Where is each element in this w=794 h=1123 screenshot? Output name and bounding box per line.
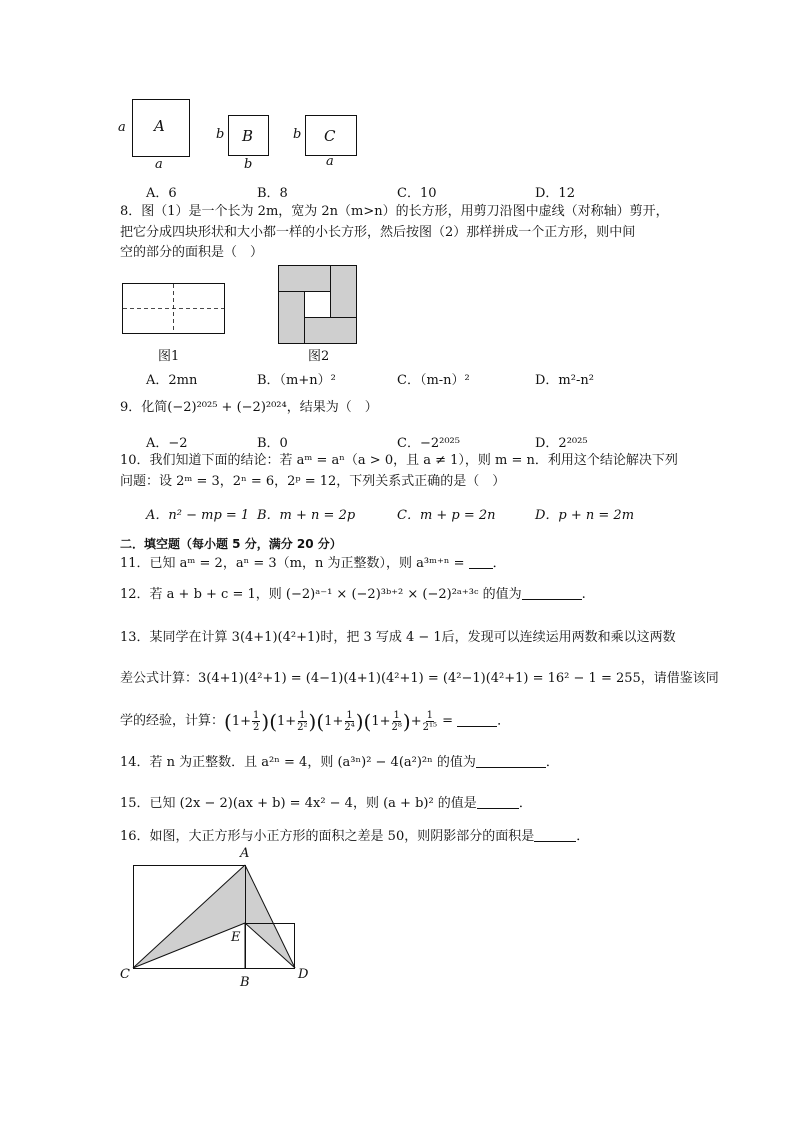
sq-a-label: A (154, 117, 165, 135)
q9-option-a: A．−2 (146, 436, 188, 451)
q7-option-c: C．10 (397, 186, 437, 201)
q13-line3-suffix: = (438, 713, 458, 729)
q16-point-d: D (298, 967, 309, 982)
q16-point-a: A (240, 846, 250, 861)
q14-answer-blank[interactable] (476, 755, 546, 768)
q16-text: 16．如图，大正方形与小正方形的面积之差是 50，则阴影部分的面积是 (120, 829, 535, 844)
q8-option-a: A．2mn (146, 373, 198, 388)
q12-text: 12．若 a + b + c = 1，则 (−2)ᵃ⁻¹ × (−2)³ᵇ⁺² × (−2)²ᵃ⁺³ᶜ 的值为 (120, 587, 522, 602)
q16-answer-blank[interactable] (534, 829, 576, 842)
sq-b-label: B (242, 127, 254, 145)
q9-option-c: C．−2²⁰²⁵ (397, 436, 460, 451)
q11-answer-blank[interactable] (469, 556, 493, 569)
q16-point-c: C (120, 967, 130, 982)
q13-line1: 13．某同学在计算 3(4+1)(4²+1)时，把 3 写成 4 − 1后，发现可以连续运用两数和乘以这两数 (120, 630, 676, 645)
q10-option-a: A．n² − mp = 1 (146, 508, 250, 523)
q11: 11．已知 aᵐ = 2，aⁿ = 3（m，n 为正整数），则 a³ᵐ⁺ⁿ = ． (120, 556, 506, 571)
q10-option-c: C．m + p = 2n (397, 508, 496, 523)
q8-option-d: D．m²-n² (535, 373, 594, 388)
q12: 12．若 a + b + c = 1，则 (−2)ᵃ⁻¹ × (−2)³ᵇ⁺² × (−2)²ᵃ⁺³ᶜ 的值为 . (120, 587, 586, 602)
q8-option-b: B．（m+n）² (257, 373, 336, 388)
q16: 16．如图，大正方形与小正方形的面积之差是 50，则阴影部分的面积是 ． (120, 829, 590, 844)
q8-line3: 空的部分的面积是（ ） (120, 245, 264, 260)
q7-option-b: B．8 (257, 186, 288, 201)
q14-text: 14．若 n 为正整数．且 a²ⁿ = 4，则 (a³ⁿ)² − 4(a²)²ⁿ 的值为 (120, 755, 476, 770)
q8-option-c: C．（m-n）² (397, 373, 470, 388)
q10-option-d: D．p + n = 2m (535, 508, 635, 523)
sq-b-side-label: b (216, 127, 225, 142)
q9-option-b: B．0 (257, 436, 288, 451)
sq-b-bottom-label: b (244, 157, 253, 172)
q13-line2: 差公式计算：3(4+1)(4²+1) = (4−1)(4+1)(4²+1) = (4²−1)(4²+1) = 16² − 1 = 255，请借鉴该同 (120, 671, 719, 686)
q8-line2: 把它分成四块形状和大小都一样的小长方形，然后按图（2）那样拼成一个正方形，则中间 (120, 225, 636, 240)
rect-c-label: C (324, 127, 336, 145)
q14: 14．若 n 为正整数．且 a²ⁿ = 4，则 (a³ⁿ)² − 4(a²)²ⁿ 的值为 ． (120, 755, 559, 770)
q11-text: 11．已知 aᵐ = 2，aⁿ = 3（m，n 为正整数），则 a³ᵐ⁺ⁿ = (120, 556, 469, 571)
q10-line2: 问题：设 2ᵐ = 3，2ⁿ = 6，2ᵖ = 12，下列关系式正确的是（ ） (120, 474, 506, 489)
section-heading-fill-in: 二．填空题（每小题 5 分，满分 20 分） (120, 537, 342, 551)
rect-c-side-label: b (293, 127, 302, 142)
q8-figure-1 (122, 283, 226, 335)
q16-figure (118, 845, 328, 995)
rect-c-bottom-label: a (326, 154, 334, 169)
q10-line1: 10．我们知道下面的结论：若 aᵐ = aⁿ（a > 0，且 a ≠ 1），则 m = n．利用这个结论解决下列 (120, 453, 678, 468)
q8-line1: 8．图（1）是一个长为 2m，宽为 2n（m>n）的长方形，用剪刀沿图中虚线（对称轴）剪开， (120, 204, 669, 219)
q9-text: 9．化简(−2)²⁰²⁵ + (−2)²⁰²⁴，结果为（ ） (120, 400, 378, 415)
q15-text: 15．已知 (2x − 2)(ax + b) = 4x² − 4，则 (a + b)² 的值是 (120, 796, 477, 811)
q8-figure-2 (278, 265, 358, 345)
q13-answer-blank[interactable] (457, 714, 497, 727)
q8-fig2-caption: 图2 (308, 349, 330, 364)
q15: 15．已知 (2x − 2)(ax + b) = 4x² − 4，则 (a + b)² 的值是 ． (120, 796, 532, 811)
q10-option-b: B．m + n = 2p (257, 508, 356, 523)
q12-answer-blank[interactable] (522, 587, 582, 600)
q7-option-a: A．6 (146, 186, 177, 201)
q7-option-d: D．12 (535, 186, 575, 201)
q16-point-e: E (231, 930, 241, 945)
q13-expression: (1+ $\frac{1}{2}$ )(1+ $\frac{1}{\text{2²}}$ )(1+ $\frac{1}{\text{2⁴}}$ )(1+ $\frac{1}{\text{2⁸}}$ )+ $\frac{1}{\text{2¹⁵}}$ (224, 709, 437, 733)
q8-fig1-caption: 图1 (158, 349, 180, 364)
q15-answer-blank[interactable] (477, 796, 519, 809)
sq-a-bottom-label: a (155, 157, 163, 172)
q16-point-b: B (240, 975, 250, 990)
q9-option-d: D．2²⁰²⁵ (535, 436, 588, 451)
q13-line3-prefix: 学的经验，计算： (120, 713, 225, 729)
sq-a-side-label: a (118, 120, 126, 135)
q13-line3: 学的经验，计算：(1+ $\frac{1}{2}$ )(1+ $\frac{1}{\text{2²}}$ )(1+ $\frac{1}{\text{2⁴}}$ )(1+ $\frac{1}{\text{2⁸}}$ )+ $\frac{1}{\text{2¹⁵}}$ = ． (120, 709, 511, 733)
